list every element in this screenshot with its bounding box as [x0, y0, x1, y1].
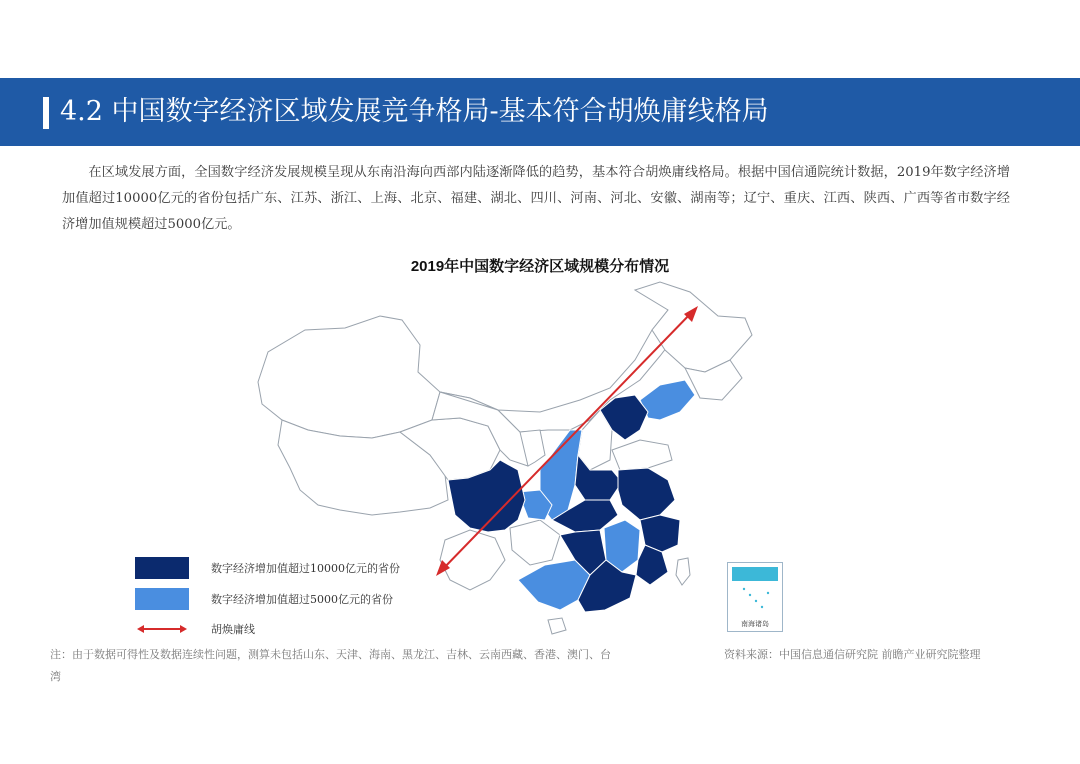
- map-region-guizhou: [510, 520, 560, 565]
- intro-paragraph: 在区域发展方面，全国数字经济发展规模呈现从东南沿海向西部内陆逐渐降低的趋势，基本符合胡焕庸线格局。根据中国信通院统计数据，2019年数字经济增加值超过10000亿元的省份包括广东、江苏、浙江、上海、北京、福建、湖北、四川、河南、河北、安徽、湖南等；辽宁、重庆、江西、陕西、广西等省市数字经济增加值规模超过5000亿元。: [62, 165, 1010, 232]
- inset-label: 南海诸岛: [741, 621, 769, 628]
- legend-item-hu-line: [135, 618, 255, 640]
- inset-island: [743, 588, 745, 590]
- legend-item-5000: [135, 588, 393, 610]
- map-region-shandong: [612, 440, 672, 470]
- inset-island: [767, 592, 769, 594]
- map-region-taiwan: [676, 558, 690, 585]
- legend-swatch-line: [135, 618, 189, 640]
- map-region-liaoning: [640, 380, 695, 420]
- legend-swatch-dark: [135, 557, 189, 579]
- legend-swatch-light: [135, 588, 189, 610]
- legend-label: 数字经济增加值超过5000亿元的省份: [211, 593, 393, 606]
- footnote: 注：由于数据可得性及数据连续性问题，测算未包括山东、天津、海南、黑龙江、吉林、云南西藏、香港、澳门、台湾: [50, 648, 611, 683]
- source-note: 资料来源：中国信息通信研究院 前瞻产业研究院整理: [724, 648, 981, 661]
- legend-item-10000: [135, 557, 400, 579]
- inset-island: [761, 606, 763, 608]
- inset-island: [755, 600, 757, 602]
- map-title: 2019年中国数字经济区域规模分布情况: [410, 258, 670, 275]
- inset-sea-band: [732, 567, 778, 581]
- map-region-anhui-jiangsu-shanghai: [618, 468, 675, 520]
- inset-map: [728, 563, 782, 619]
- legend-label: 数字经济增加值超过10000亿元的省份: [211, 562, 400, 575]
- legend-label: 胡焕庸线: [211, 623, 255, 636]
- page-title: 4.2 中国数字经济区域发展竞争格局-基本符合胡焕庸线格局: [60, 96, 769, 127]
- map-region-hainan: [548, 618, 566, 634]
- south-china-sea-inset: [727, 562, 783, 632]
- inset-island: [749, 594, 751, 596]
- map-region-xinjiang: [258, 316, 440, 438]
